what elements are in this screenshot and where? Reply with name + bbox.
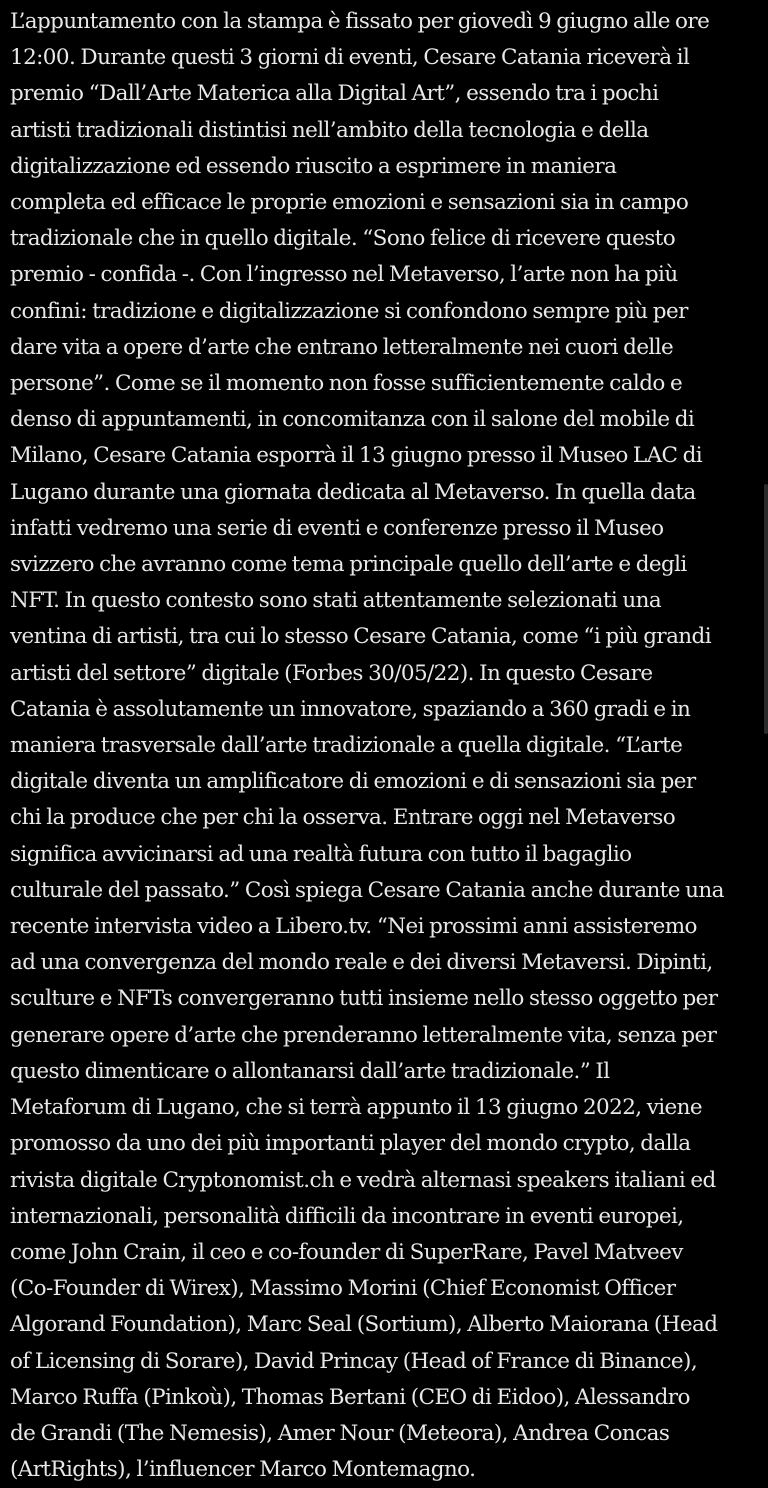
scroll-indicator[interactable] <box>764 484 768 734</box>
article-body <box>10 0 765 1483</box>
article-paragraph: L’appuntamento con la stampa è fissato per giovedì 9 giugno alle ore 12:00. Durante questi 3 giorni di eventi, Cesare Catania riceverà il premio “Dall’Arte Materica alla Digital Art”, essendo tra i pochi artisti tradizionali distintisi nell’ambito della tecnologia e della digitalizzazione ed essendo riuscito a esprimere in maniera completa ed efficace le proprie emozioni e sensazioni sia in campo tradizionale che in quello digitale. “Sono felice di ricevere questo premio - confida -. Con l’ingresso nel Metaverso, l’arte non ha più confini: tradizione e digitalizzazione si confondono sempre più per dare vita a opere d’arte che entrano letteralmente nei cuori delle persone”. Come se il momento non fosse sufficientemente caldo e denso di appuntamenti, in concomitanza con il salone del mobile di Milano, Cesare Catania esporrà il 13 giugno presso il Museo LAC di Lugano durante una giornata dedicata al Metaverso. In quella data infatti vedremo una serie di eventi e conferenze presso il Museo svizzero che avranno come tema principale quello dell’arte e degli NFT. In questo contesto sono stati attentamente selezionati una ventina di artisti, tra cui lo stesso Cesare Catania, come “i più grandi artisti del settore” digitale (Forbes 30/05/22). In questo Cesare Catania è assolutamente un innovatore, spaziando a 360 gradi e in maniera trasversale dall’arte tradizionale a quella digitale. “L’arte digitale diventa un amplificatore di emozioni e di sensazioni sia per chi la produce che per chi la osserva. Entrare oggi nel Metaverso significa avvicinarsi ad una realtà futura con tutto il bagaglio culturale del passato.” Così spiega Cesare Catania anche durante una recente intervista video a Libero.tv. “Nei prossimi anni assisteremo ad una convergenza del mondo reale e dei diversi Metaversi. Dipinti, sculture e NFTs convergeranno tutti insieme nello stesso oggetto per generare opere d’arte che prenderanno letteralmente vita, senza per questo dimenticare o allontanarsi dall’arte tradizionale.” Il Metaforum di Lugano, che si terrà appunto il 13 giugno 2022, viene promosso da uno dei più importanti player del mondo crypto, dalla rivista digitale Cryptonomist.ch e vedrà alternasi speakers italiani ed internazionali, personalità difficili da incontrare in eventi europei, come John Crain, il ceo e co-founder di SuperRare, Pavel Matveev (Co-Founder di Wirex), Massimo Morini (Chief Economist Officer Algorand Foundation), Marc Seal (Sortium), Alberto Maiorana (Head of Licensing di Sorare), David Princay (Head of France di Binance), Marco Ruffa (Pinkoù), Thomas Bertani (CEO di Eidoo), Alessandro de Grandi (The Nemesis), Amer Nour (Meteora), Andrea Concas (ArtRights), l’influencer Marco Montemagno. <box>10 9 724 1483</box>
